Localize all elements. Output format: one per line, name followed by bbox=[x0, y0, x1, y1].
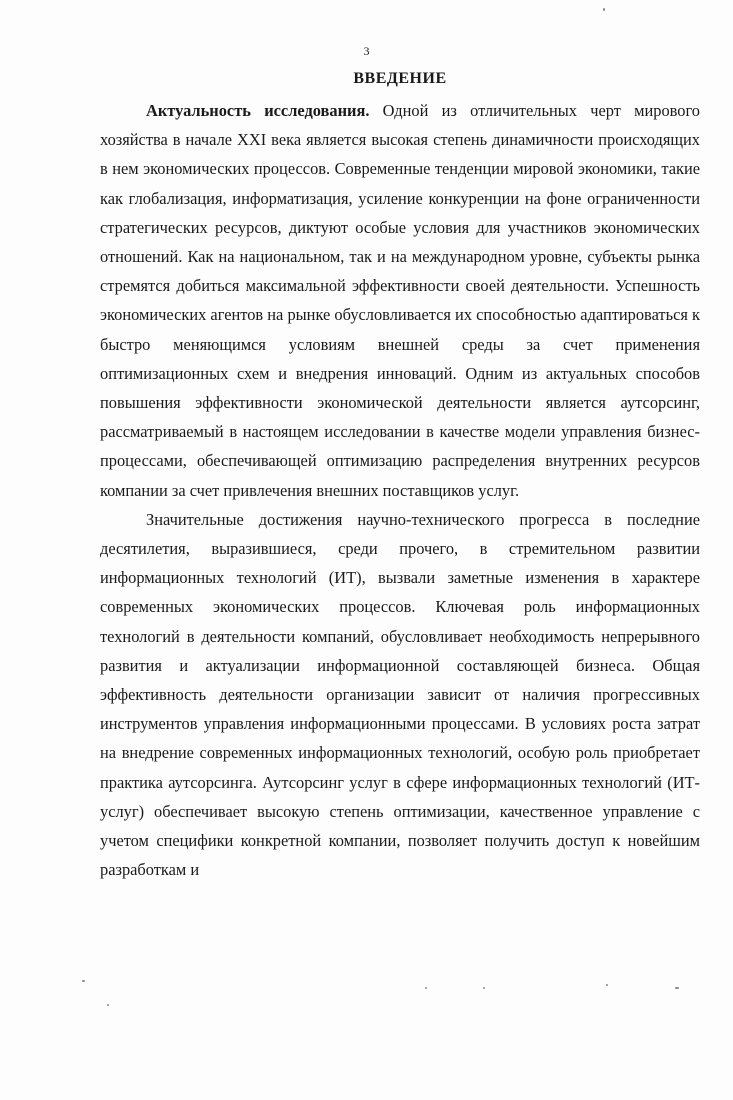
scan-speck bbox=[603, 8, 605, 11]
section-heading: ВВЕДЕНИЕ bbox=[353, 70, 447, 87]
paragraph-relevance bbox=[100, 96, 700, 505]
paragraph-lead: Актуальность исследования. bbox=[146, 101, 370, 120]
paragraph-text: Значительные достижения научно-технического прогресса в последние десятилетия, выразившиеся, среди прочего, в стремительном развитии информационных технологий (ИТ), вызвали заметные изменения в характере современных экономических процессов. Ключевая роль информационных технологий в деятельности компаний, обусловливает необходимость непрерывного развития и актуализации информационной составляющей бизнеса. Общая эффективность деятельности организации зависит от наличия прогрессивных инструментов управления информационными процессами. В условиях роста затрат на внедрение современных информационных технологий, особую роль приобретает практика аутсорсинга. Аутсорсинг услуг в сфере информационных технологий (ИТ-услуг) обеспечивает высокую степень оптимизации, качественное управление с учетом специфики конкретной компании, позволяет получить доступ к новейшим разработкам и bbox=[100, 509, 700, 880]
scan-speck bbox=[675, 987, 679, 989]
scan-speck bbox=[82, 980, 85, 982]
scan-speck bbox=[107, 1004, 109, 1006]
scan-speck bbox=[606, 984, 608, 986]
paragraph-text: Одной из отличительных черт мирового хозяйства в начале XXI века является высокая степень динамичности происходящих в нем экономических процессов. Современные тенденции мировой экономики, такие как глобализация, информатизация, усиление конкуренции на фоне ограниченности стратегических ресурсов, диктуют особые условия для участников экономических отношений. Как на национальном, так и на международном уровне, субъекты рынка стремятся добиться максимальной эффективности своей деятельности. Успешность экономических агентов на рынке обусловливается их способностью адаптироваться к быстро меняющимся условиям внешней среды за счет применения оптимизационных схем и внедрения инноваций. Одним из актуальных способов повышения эффективности экономической деятельности является аутсорсинг, рассматриваемый в настоящем исследовании в качестве модели управления бизнес-процессами, обеспечивающей оптимизацию распределения внутренних ресурсов компании за счет привлечения внешних поставщиков услуг. bbox=[100, 101, 700, 500]
body-text bbox=[100, 96, 700, 884]
page-number: 3 bbox=[363, 44, 370, 58]
scan-speck bbox=[425, 987, 427, 989]
paragraph-it-outsourcing bbox=[100, 505, 700, 885]
scan-speck bbox=[483, 987, 485, 989]
